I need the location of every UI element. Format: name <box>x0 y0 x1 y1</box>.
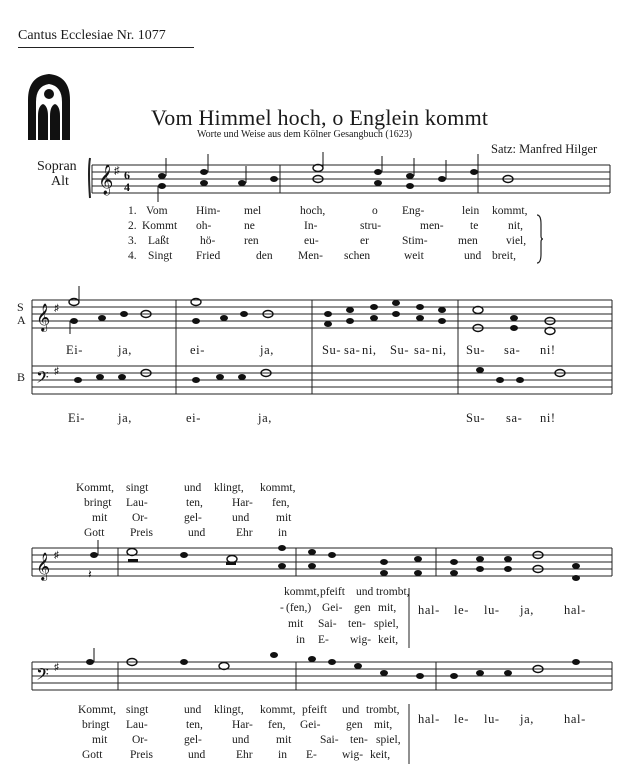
lyric-syllable: mit <box>92 512 108 524</box>
svg-text:6: 6 <box>124 168 130 182</box>
lyric-syllable: kommt, <box>492 205 528 217</box>
lyric-syllable: eu- <box>304 235 319 247</box>
lyric-syllable: ren <box>244 235 259 247</box>
lyric-syllable: gel- <box>184 734 202 746</box>
lyric-syllable: klingt, <box>214 704 244 716</box>
lyric-syllable: viel, <box>506 235 527 247</box>
lyric-syllable: mit <box>276 734 292 746</box>
lyric-syllable: mit, <box>378 602 397 614</box>
lyric-syllable: sa- <box>414 343 431 357</box>
lyric-syllable: hal- <box>564 712 586 726</box>
lyric-syllable: Kommt <box>142 220 178 232</box>
lyric-syllable: Vom <box>146 205 168 217</box>
lyric-syllable: schen <box>344 250 371 262</box>
lyric-syllable: le- <box>454 712 469 726</box>
stanza-number: 3. <box>128 235 137 247</box>
svg-text:4: 4 <box>124 180 130 194</box>
lyric-syllable: Su- <box>466 343 486 357</box>
lyric-syllable: Har- <box>232 719 253 731</box>
lyric-syllable: Ei- <box>66 343 84 357</box>
lyric-syllable: Gei- <box>300 719 321 731</box>
lyric-syllable: wig- <box>350 634 372 646</box>
stanza-bracket <box>536 214 544 264</box>
lyric-syllable: und <box>188 527 206 539</box>
svg-text:𝄽: 𝄽 <box>88 567 92 581</box>
lyric-syllable: Gott <box>84 527 105 539</box>
lyric-syllable: mit <box>288 618 304 630</box>
lyric-syllable: Su- <box>390 343 410 357</box>
svg-text:♯: ♯ <box>114 165 120 177</box>
lyric-syllable: ja, <box>520 603 534 617</box>
lyric-syllable: Sai- <box>320 734 339 746</box>
lyric-syllable: gen <box>346 719 363 731</box>
part-label-sopran: Sopran <box>37 159 77 174</box>
svg-text:♯: ♯ <box>54 550 59 561</box>
lyric-syllable: Ehr <box>236 749 253 761</box>
staff-system-3-lower <box>28 654 620 702</box>
lyric-syllable: ne <box>244 220 255 232</box>
lyric-syllable: Preis <box>130 749 153 761</box>
lyric-syllable: breit, <box>492 250 516 262</box>
lyric-syllable: mit <box>276 512 292 524</box>
lyric-syllable: ten, <box>186 497 203 509</box>
lyric-syllable: Har- <box>232 497 253 509</box>
staff-system-1 <box>88 150 618 210</box>
lyric-syllable: lu- <box>484 712 500 726</box>
svg-text:𝄞: 𝄞 <box>36 554 51 580</box>
lyric-syllable: E- <box>318 634 329 646</box>
lyric-syllable: und <box>184 704 202 716</box>
lyric-syllable: Men- <box>298 250 323 262</box>
lyric-syllable: bringt <box>84 497 112 509</box>
lyric-syllable: ja, <box>118 411 132 425</box>
lyric-syllable: fen, <box>272 497 290 509</box>
lyric-syllable: lein <box>462 205 480 217</box>
lyric-syllable: in <box>278 749 287 761</box>
lyric-syllable: kommt, <box>260 704 296 716</box>
lyric-syllable: Singt <box>148 250 173 262</box>
lyric-syllable: mit, <box>374 719 393 731</box>
lyric-syllable: lu- <box>484 603 500 617</box>
lyric-syllable: fen, <box>268 719 286 731</box>
lyric-syllable: men <box>458 235 478 247</box>
part-label-alt: Alt <box>51 174 69 189</box>
verse-bracket <box>406 588 412 648</box>
subtitle: Worte und Weise aus dem Kölner Gesangbuch (1623) <box>197 129 413 140</box>
lyric-syllable: Stim- <box>402 235 428 247</box>
lyric-syllable: singt <box>126 482 149 494</box>
lyric-syllable: wig- <box>342 749 364 761</box>
lyric-syllable: hal- <box>418 712 440 726</box>
lyric-syllable: Gott <box>82 749 103 761</box>
svg-text:𝄢: 𝄢 <box>36 369 49 391</box>
lyric-syllable: Lau- <box>126 719 148 731</box>
lyric-syllable: und <box>188 749 206 761</box>
lyric-syllable: ni! <box>540 343 556 357</box>
lyric-syllable: Gei- <box>322 602 343 614</box>
lyric-syllable: ja, <box>118 343 132 357</box>
lyric-syllable: kommt, <box>284 586 320 598</box>
lyric-syllable: hö- <box>200 235 216 247</box>
lyric-syllable: (fen,) <box>286 602 312 614</box>
lyric-syllable: klingt, <box>214 482 244 494</box>
lyric-syllable: den <box>256 250 273 262</box>
lyric-syllable: ten- <box>350 734 368 746</box>
lyric-syllable: Kommt, <box>78 704 117 716</box>
lyric-syllable: hal- <box>564 603 586 617</box>
lyric-syllable: E- <box>306 749 317 761</box>
verse-bracket-lower <box>406 704 412 764</box>
lyric-syllable: hoch, <box>300 205 326 217</box>
lyric-syllable: Sai- <box>318 618 337 630</box>
staff-system-3-upper <box>28 540 620 588</box>
lyric-syllable: nit, <box>508 220 524 232</box>
lyric-syllable: Laßt <box>148 235 170 247</box>
lyric-syllable: Preis <box>130 527 153 539</box>
lyric-syllable: gen <box>354 602 371 614</box>
lyric-syllable: mel <box>244 205 262 217</box>
lyric-syllable: pfeift <box>320 586 345 598</box>
header-rule <box>18 47 194 48</box>
church-window-logo-icon <box>24 72 74 142</box>
lyric-syllable: trombt, <box>376 586 410 598</box>
lyric-syllable: Or- <box>132 512 148 524</box>
lyric-syllable: Eng- <box>402 205 425 217</box>
lyric-syllable: gel- <box>184 512 202 524</box>
lyric-syllable: sa- <box>504 343 521 357</box>
lyric-syllable: spiel, <box>376 734 401 746</box>
series-label: Cantus Ecclesiae Nr. 1077 <box>18 28 166 43</box>
lyric-syllable: weit <box>404 250 424 262</box>
lyric-syllable: In- <box>304 220 318 232</box>
svg-text:♯: ♯ <box>54 303 59 314</box>
lyric-syllable: Ehr <box>236 527 253 539</box>
lyric-syllable: ja, <box>520 712 534 726</box>
lyric-syllable: mit <box>92 734 108 746</box>
part-label-a: A <box>17 313 26 327</box>
lyric-syllable: und <box>342 704 360 716</box>
lyric-syllable: men- <box>420 220 444 232</box>
lyric-syllable: oh- <box>196 220 212 232</box>
lyric-syllable: und <box>356 586 374 598</box>
svg-text:𝄞: 𝄞 <box>36 305 51 331</box>
lyric-syllable: er <box>360 235 369 247</box>
stanza-number: 4. <box>128 250 137 262</box>
stanza-number: 1. <box>128 205 137 217</box>
svg-text:𝄞: 𝄞 <box>98 165 114 194</box>
lyric-syllable: in <box>278 527 287 539</box>
lyric-syllable: ja, <box>260 343 274 357</box>
lyric-syllable: ni, <box>362 343 377 357</box>
lyric-syllable: spiel, <box>374 618 399 630</box>
lyric-syllable: Or- <box>132 734 148 746</box>
lyric-syllable: und <box>184 482 202 494</box>
lyric-syllable: trombt, <box>366 704 400 716</box>
lyric-syllable: Lau- <box>126 497 148 509</box>
stanza-number: 2. <box>128 220 137 232</box>
lyric-syllable: sa- <box>506 411 523 425</box>
lyric-syllable: ni, <box>432 343 447 357</box>
lyric-syllable: in <box>296 634 305 646</box>
lyric-syllable: Him- <box>196 205 221 217</box>
lyric-syllable: keit, <box>370 749 391 761</box>
lyric-syllable: ten, <box>186 719 203 731</box>
lyric-syllable: ten- <box>348 618 366 630</box>
lyric-syllable: Kommt, <box>76 482 115 494</box>
lyric-syllable: sa- <box>344 343 361 357</box>
part-label-b: B <box>17 370 26 384</box>
lyric-syllable: ei- <box>190 343 205 357</box>
lyric-syllable: te <box>470 220 479 232</box>
arranger-credit: Satz: Manfred Hilger <box>491 142 598 156</box>
lyric-syllable: le- <box>454 603 469 617</box>
lyric-syllable: ni! <box>540 411 556 425</box>
part-label-s: S <box>17 300 24 314</box>
lyric-syllable: bringt <box>82 719 110 731</box>
svg-text:♯: ♯ <box>54 662 59 673</box>
lyric-syllable: Su- <box>466 411 486 425</box>
lyric-syllable: ja, <box>258 411 272 425</box>
page-title: Vom Himmel hoch, o Englein kommt <box>151 105 489 130</box>
lyric-syllable: hal- <box>418 603 440 617</box>
lyric-syllable: Su- <box>322 343 342 357</box>
lyric-syllable: kommt, <box>260 482 296 494</box>
lyric-syllable: o <box>372 205 378 217</box>
svg-text:𝄢: 𝄢 <box>36 666 49 688</box>
lyric-syllable: und <box>232 734 250 746</box>
svg-text:♯: ♯ <box>54 366 59 377</box>
lyric-syllable: und <box>464 250 482 262</box>
lyric-syllable: stru- <box>360 220 382 232</box>
lyric-syllable: ei- <box>186 411 201 425</box>
lyric-syllable: pfeift <box>302 704 327 716</box>
lyric-syllable: und <box>232 512 250 524</box>
lyric-syllable: keit, <box>378 634 399 646</box>
lyric-syllable: Ei- <box>68 411 86 425</box>
lyric-syllable: Fried <box>196 250 221 262</box>
lyric-syllable: singt <box>126 704 149 716</box>
lyric-syllable: - <box>280 602 284 614</box>
